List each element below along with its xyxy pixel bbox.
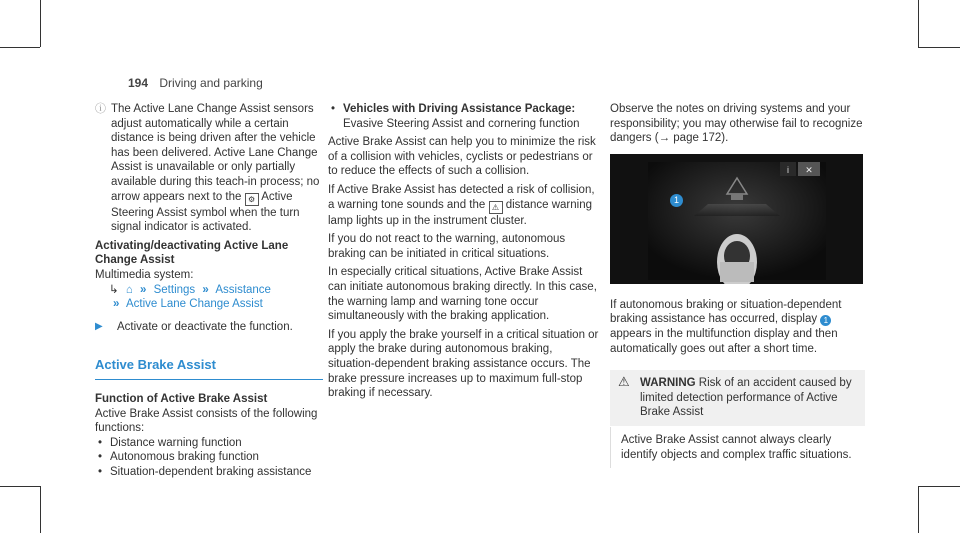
path-settings[interactable]: Settings — [153, 283, 196, 296]
display-illustration — [610, 154, 863, 284]
crop-mark — [918, 486, 919, 533]
warning-body: Active Brake Assist cannot always clearly identify objects and complex traffic situations. — [610, 427, 865, 468]
chevron-icon: » — [113, 298, 120, 311]
paragraph: In especially critical situations, Active Brake Assist can initiate autonomous braking directly. In this case, the warning lamp and warning tone occur simultaneously with the braking application. — [328, 266, 597, 323]
section-title: Active Brake Assist — [95, 358, 323, 380]
warning-title: Risk of an accident caused by limited detection performance of Active Brake Assist — [640, 377, 852, 419]
menu-path-2 — [95, 297, 323, 312]
action-step: ▶ Activate or deactivate the function. — [95, 320, 293, 333]
function-list — [95, 436, 323, 480]
menu-path — [95, 283, 323, 298]
subheading: Activating/deactivating Active Lane Change Assist — [95, 239, 289, 267]
note-paragraph: ⓘ The Active Lane Change Assist sensors adjust automatically while a certain distance is being driven after the vehicle has been delivered. Active Lane Change Assist is unavailable or only partially available during this teach-in process; no arrow appears next to the ⚙ Active Steering Assist symbol when the turn signal indicator is activated. — [95, 103, 320, 234]
crop-mark — [0, 486, 40, 487]
paragraph: Active Brake Assist can help you to minimize the risk of a collision with vehicles, cyclists or pedestrians or to reduce the effects of such a collision. — [328, 136, 596, 178]
paragraph: If autonomous braking or situation-dependent braking assistance has occurred, display 1 appears in the multifunction display and then automatically goes out after a short time. — [610, 298, 842, 355]
list-item: • Vehicles with Driving Assistance Package: Evasive Steering Assist and cornering function — [343, 102, 600, 131]
action-arrow-icon: ▶ — [95, 320, 103, 332]
callout-marker: 1 — [820, 315, 831, 326]
chapter-title: Driving and parking — [159, 76, 263, 90]
home-icon[interactable]: ⌂ — [125, 283, 133, 296]
svg-text:✕: ✕ — [805, 164, 813, 175]
path-arrow-icon: ↳ — [109, 283, 119, 296]
crop-mark — [40, 0, 41, 47]
vehicle-list — [328, 102, 600, 131]
crop-mark — [918, 0, 919, 47]
column-2 — [328, 102, 600, 405]
warning-header — [610, 370, 865, 427]
crop-mark — [918, 47, 960, 48]
warning-triangle-icon: ⚠ — [618, 374, 630, 390]
paragraph: Observe the notes on driving systems and your responsibility; you may otherwise fail to recognize dangers (→ page 172). — [610, 103, 863, 145]
path-assistance[interactable]: Assistance — [215, 283, 271, 296]
function-intro: Active Brake Assist consists of the following functions: — [95, 407, 318, 435]
list-item: • Situation-dependent braking assistance — [110, 465, 323, 480]
chevron-icon: » — [202, 283, 209, 296]
column-3 — [610, 102, 865, 468]
paragraph: If you apply the brake yourself in a critical situation or apply the brake during autonomous braking, situation-dependent braking assistance occurs. The brake pressure increases up to maximum full-stop braking if necessary. — [328, 328, 599, 400]
steering-assist-icon: ⚙ — [245, 193, 259, 206]
list-item: • Distance warning function — [110, 436, 323, 451]
crop-mark — [0, 47, 40, 48]
paragraph: If Active Brake Assist has detected a risk of collision, a warning tone sounds and the ⚠ distance warning lamp lights up in the instrument cluster. — [328, 183, 595, 227]
callout-marker: 1 — [670, 194, 683, 207]
crop-mark — [918, 486, 960, 487]
paragraph: If you do not react to the warning, autonomous braking can be initiated in critical situations. — [328, 233, 566, 260]
page-number: 194 — [128, 76, 149, 90]
crop-mark — [40, 486, 41, 533]
system-label: Multimedia system: — [95, 268, 194, 281]
path-lane-change[interactable]: Active Lane Change Assist — [125, 298, 263, 311]
page-header — [128, 76, 263, 90]
distance-warning-icon: ⚠ — [489, 201, 503, 214]
column-1 — [95, 102, 323, 479]
display-image — [610, 154, 863, 284]
svg-text:i: i — [787, 164, 789, 175]
list-item: • Autonomous braking function — [110, 450, 323, 465]
info-icon: ⓘ — [95, 103, 106, 115]
chevron-icon: » — [140, 283, 147, 296]
warning-label: WARNING — [640, 377, 696, 390]
function-title: Function of Active Brake Assist — [95, 392, 268, 405]
warning-box — [610, 370, 865, 468]
